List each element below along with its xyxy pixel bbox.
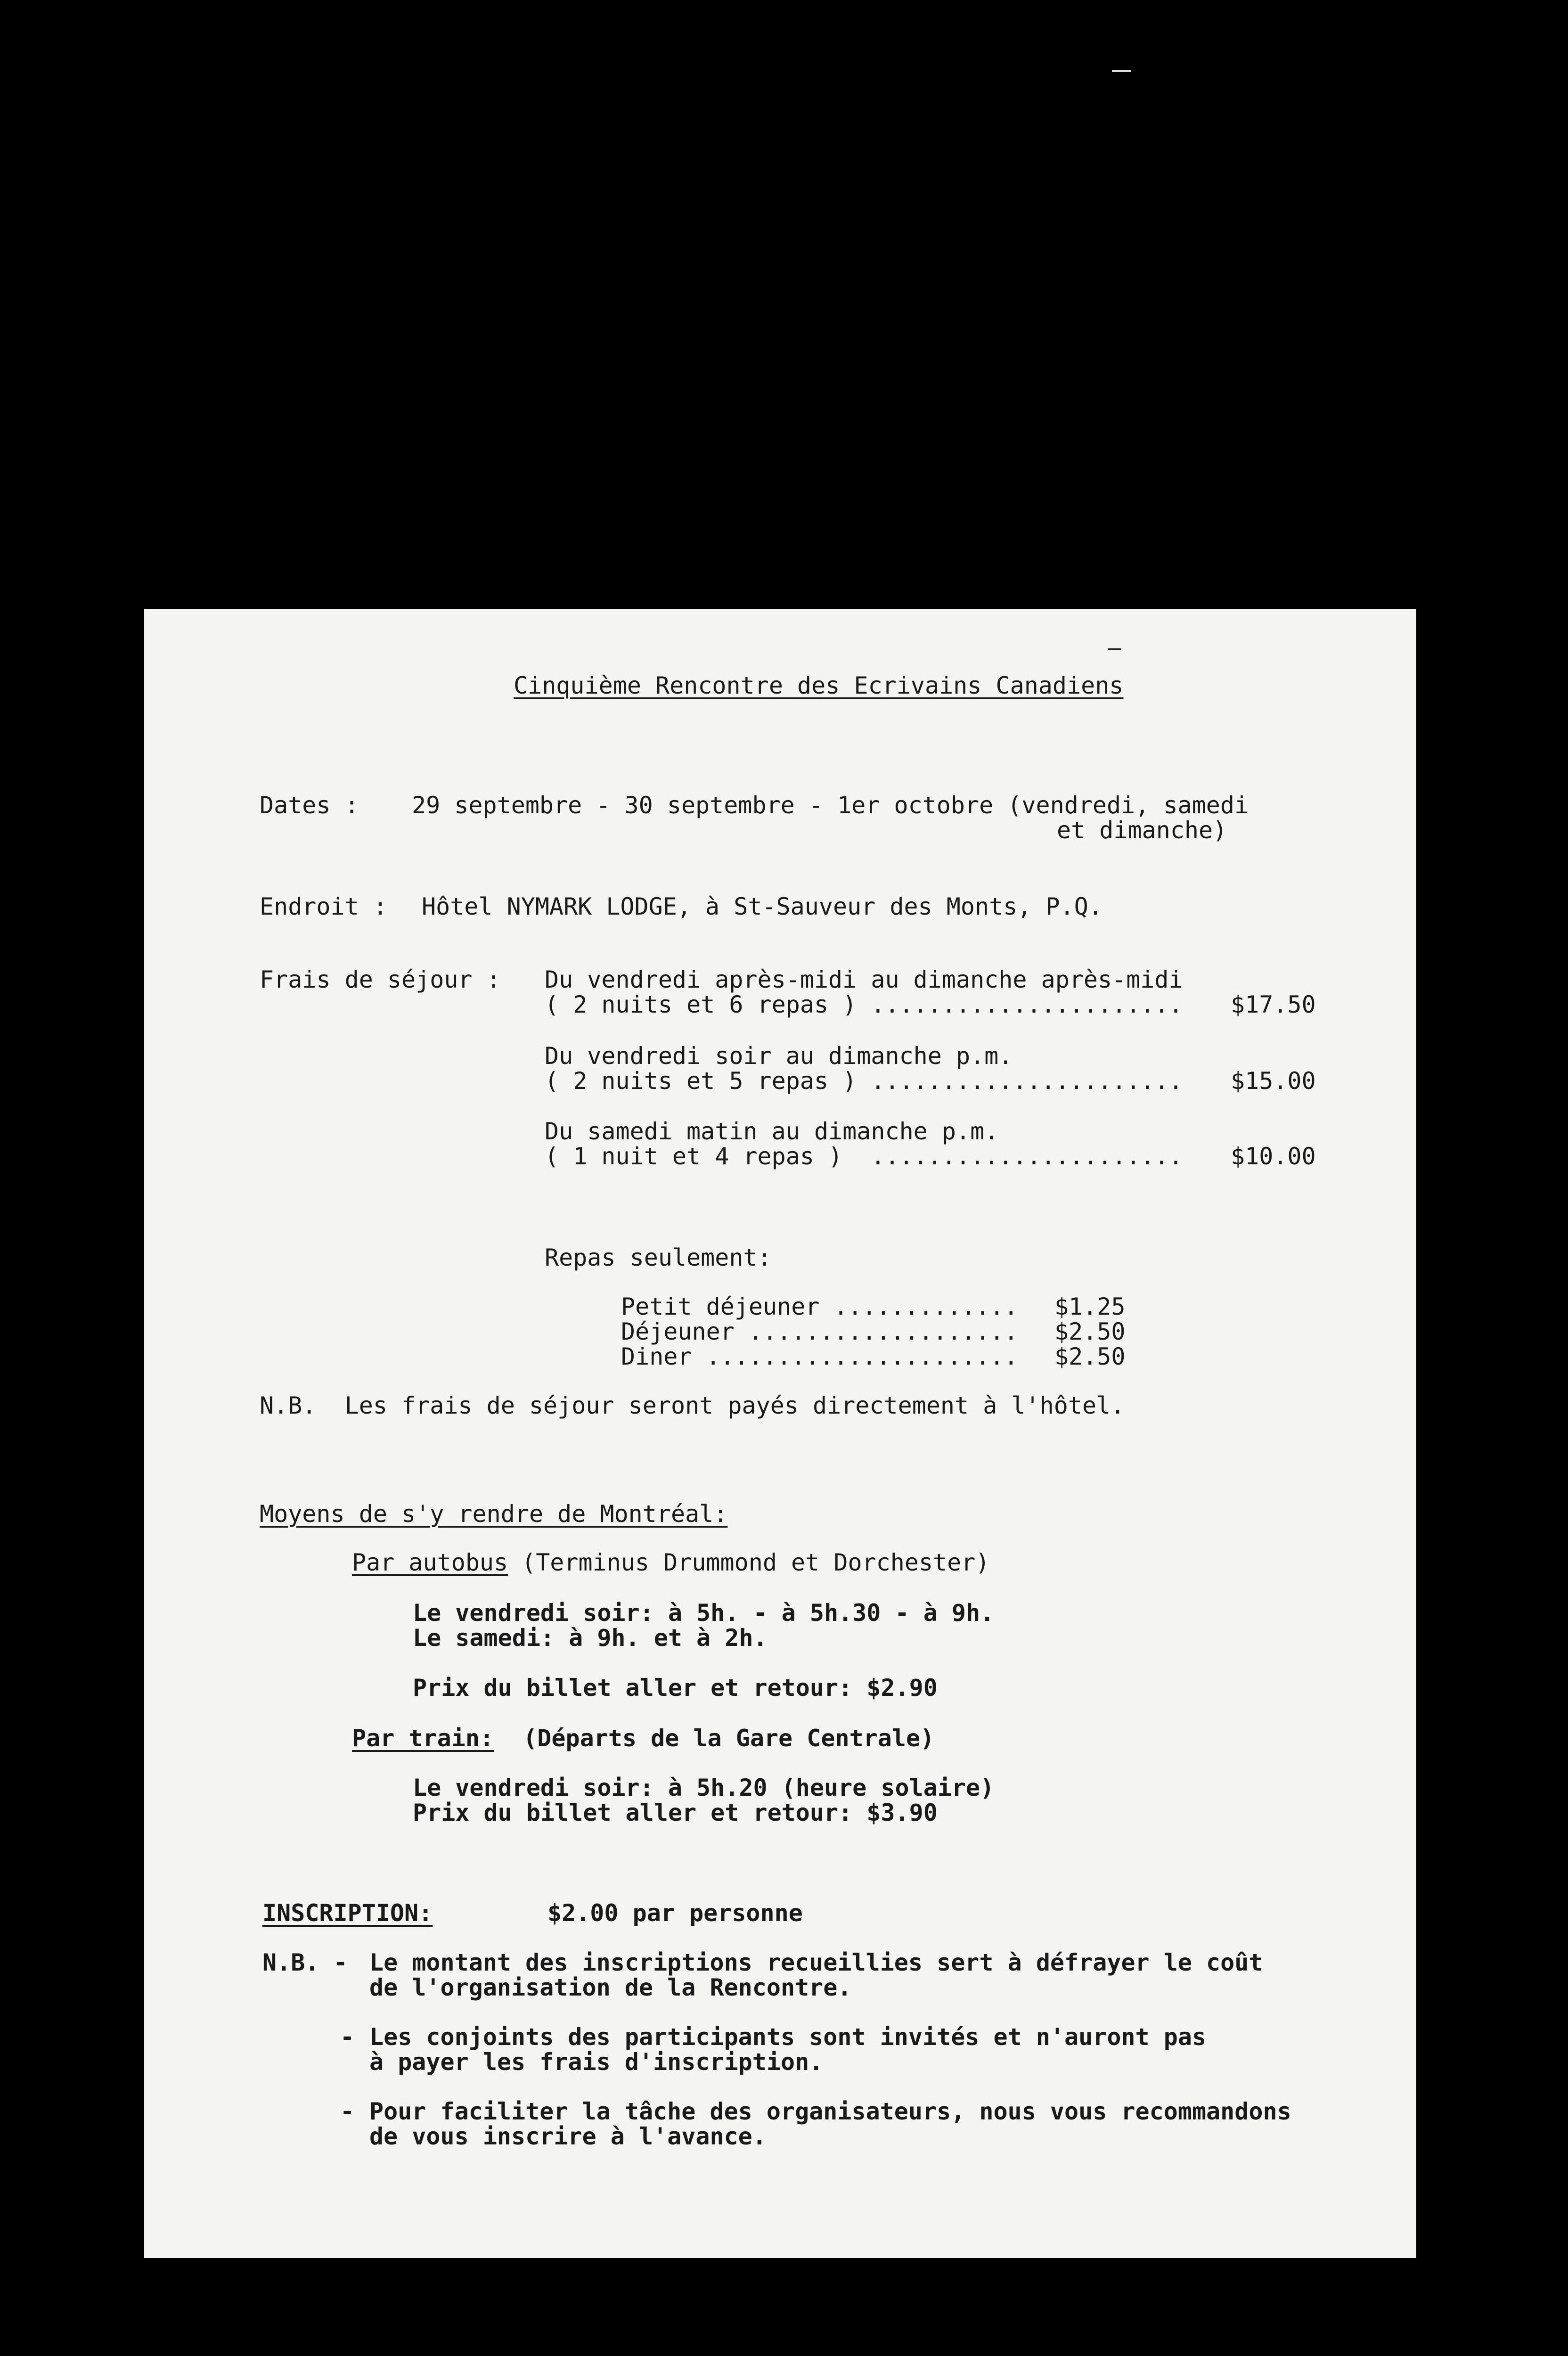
nb-prefix: N.B. -: [262, 1949, 348, 1976]
frais-price: $17.50: [1231, 991, 1316, 1018]
frais-line1: Du samedi matin au dimanche p.m.: [545, 1118, 999, 1145]
train-label: Par train:: [352, 1725, 494, 1752]
document-page: [144, 609, 1416, 2258]
frais-line1: Du vendredi après-midi au dimanche après-midi: [545, 966, 1183, 993]
autobus-line2: Le samedi: à 9h. et à 2h.: [413, 1624, 768, 1652]
moyens-heading: Moyens de s'y rendre de Montréal:: [260, 1500, 728, 1528]
repas-price: $2.50: [1054, 1318, 1126, 1345]
frais-line2: ( 2 nuits et 5 repas ) ......................: [545, 1067, 1183, 1095]
nb-item-line2: de l'organisation de la Rencontre.: [369, 1974, 852, 2001]
inscription-value: $2.00 par personne: [547, 1899, 803, 1927]
autobus-note: (Terminus Drummond et Dorchester): [507, 1549, 990, 1576]
frais-label: Frais de séjour :: [260, 966, 501, 993]
dates-label: Dates :: [260, 792, 359, 819]
repas-label: Repas seulement:: [545, 1244, 772, 1271]
train-note: (Départs de la Gare Centrale): [495, 1725, 935, 1752]
inscription-label: INSCRIPTION:: [262, 1899, 433, 1927]
bullet-dash: -: [340, 2023, 355, 2051]
nb-item-line1: Le montant des inscriptions recueillies sert à défrayer le coût: [369, 1949, 1263, 1976]
nb-item-line2: à payer les frais d'inscription.: [369, 2048, 824, 2076]
page-title: Cinquième Rencontre des Ecrivains Canadiens: [514, 672, 1124, 699]
endroit-label: Endroit :: [260, 893, 387, 920]
nb-item-line1: Les conjoints des participants sont invités et n'auront pas: [369, 2023, 1207, 2051]
nb-item-line1: Pour faciliter la tâche des organisateurs, nous vous recommandons: [369, 2098, 1291, 2125]
frais-line1: Du vendredi soir au dimanche p.m.: [545, 1042, 1013, 1070]
nb-hotel: N.B. Les frais de séjour seront payés directement à l'hôtel.: [260, 1392, 1125, 1419]
endroit-value: Hôtel NYMARK LODGE, à St-Sauveur des Monts, P.Q.: [422, 893, 1102, 920]
dates-line2: et dimanche): [1057, 817, 1227, 844]
stray-mark: [1108, 648, 1121, 650]
repas-item: Déjeuner ...................: [621, 1318, 1018, 1345]
autobus-label: Par autobus: [352, 1549, 508, 1576]
frais-line2: ( 2 nuits et 6 repas ) ......................: [545, 991, 1183, 1018]
repas-item: Diner ......................: [621, 1343, 1018, 1370]
dates-line1: 29 septembre - 30 septembre - 1er octobre (vendredi, samedi: [412, 792, 1249, 819]
repas-price: $1.25: [1054, 1293, 1126, 1320]
film-speck: [1112, 70, 1131, 72]
bullet-dash: -: [340, 2098, 355, 2125]
autobus-line1: Le vendredi soir: à 5h. - à 5h.30 - à 9h.: [413, 1599, 995, 1627]
frais-line2: ( 1 nuit et 4 repas ) ......................: [545, 1143, 1183, 1170]
nb-item-line2: de vous inscrire à l'avance.: [369, 2123, 767, 2150]
repas-item: Petit déjeuner .............: [621, 1293, 1018, 1320]
train-line2: Prix du billet aller et retour: $3.90: [413, 1799, 938, 1826]
frais-price: $15.00: [1231, 1067, 1316, 1095]
autobus-prix: Prix du billet aller et retour: $2.90: [413, 1674, 938, 1702]
repas-price: $2.50: [1054, 1343, 1126, 1370]
train-line1: Le vendredi soir: à 5h.20 (heure solaire): [413, 1774, 995, 1801]
frais-price: $10.00: [1231, 1143, 1316, 1170]
